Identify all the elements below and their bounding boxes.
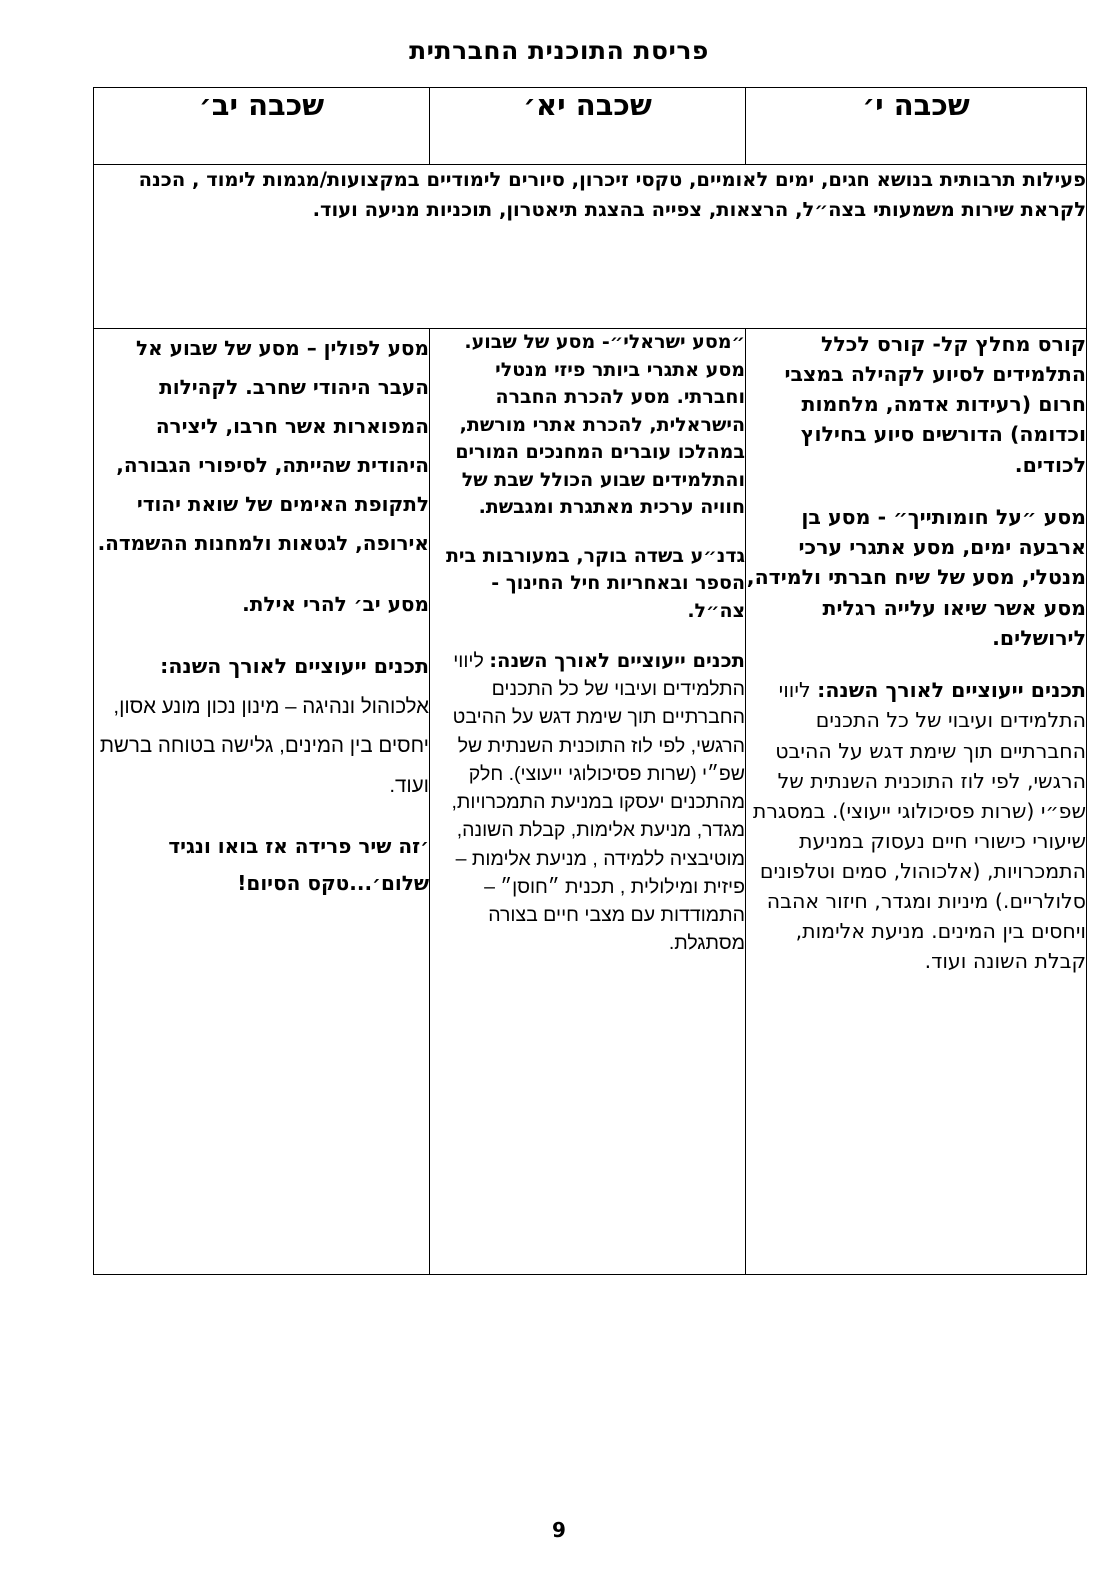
cell-grade10 (746, 329, 1087, 1275)
paragraph-grade12-2: מסע יב׳ להרי אילת. (242, 592, 429, 616)
content-grade11 (430, 329, 745, 958)
social-program-table (93, 87, 1087, 1275)
counseling-heading-grade11: תכנים ייעוציים לאורך השנה: (489, 648, 745, 672)
paragraph-grade11-2: גדנ״ע בשדה בוקר, במעורבות בית הספר ובאחריות חיל החינוך - צה״ל. (445, 544, 745, 622)
page-number: 9 (552, 1518, 566, 1542)
counseling-heading-grade10: תכנים ייעוציים לאורך השנה: (817, 678, 1086, 703)
counseling-heading-grade12: תכנים ייעוציים לאורך השנה: (160, 653, 429, 678)
column-header-grade12: שכבה יב׳ (94, 88, 430, 165)
cultural-activities-text: פעילות תרבותית בנושא חגים, ימים לאומיים, טקסי זיכרון, סיורים לימודיים במקצועות/מגמות לימוד , הכנה לקראת שירות משמעותי בצה״ל, הרצאות, צפייה בהצגת תיאטרון, תוכניות מניעה ועוד. (138, 168, 1086, 221)
paragraph-grade10-2: מסע ״על חומותייך״ - מסע בן ארבעה ימים, מסע אתגרי ערכי מנטלי, מסע של שיח חברתי ולמידה, מסע אשר שיאו עלייה רגלית לירושלים. (746, 505, 1086, 650)
counseling-body-grade12: אלכוהול ונהיגה – מינון נכון מונע אסון, יחסים בין המינים, גלישה בטוחה ברשת ועוד. (99, 694, 429, 798)
column-header-grade11: שכבה יא׳ (430, 88, 746, 165)
table-header-row (94, 88, 1087, 165)
counseling-body-grade11: ליווי התלמידים ועיבוי של כל התכנים החברתיים תוך שימת דגש על ההיבט הרגשי, לפי לוז התוכנית השנתית של שפ״י (שרות פסיכולוגי ייעוצי). חלק מהתכנים יעסקו במניעת התמכרויות, מגדר, מניעת אלימות, קבלת השונה, מוטיבציה ללמידה , מניעת אלימות – פיזית ומילולית , תכנית ״חוסן״ – התמודדות עם מצבי חיים בצורה מסתגלת. (451, 649, 745, 955)
paragraph-grade10-1: קורס מחלץ קל- קורס לכלל התלמידים לסיוע לקהילה במצבי חרום (רעידות אדמה, מלחמות וכדומה) הדורשים סיוע בחילוץ לכודים. (784, 332, 1086, 477)
table-merged-row (94, 165, 1087, 329)
cell-grade11 (430, 329, 746, 1275)
paragraph-grade12-1: מסע לפולין – מסע של שבוע אל העבר היהודי שחרב. לקהילות המפוארות אשר חרבו, ליצירה היהודית שהייתה, לסיפורי הגבורה, לתקופת האימים של שואת יהודי אירופה, לגטאות ולמחנות ההשמדה. (97, 336, 429, 555)
paragraph-grade11-3 (430, 647, 745, 958)
paragraph-grade12-3 (94, 647, 429, 807)
table-body-row (94, 329, 1087, 1275)
paragraph-grade10-3 (746, 675, 1086, 976)
graduation-ceremony-note: ׳זה שיר פרידה אז בואו ונגיד שלום׳...טקס הסיום! (168, 834, 429, 896)
cultural-activities-cell (94, 165, 1087, 329)
page-title: פריסת התוכנית החברתית (409, 36, 709, 65)
content-grade10 (746, 329, 1086, 977)
column-header-grade10: שכבה י׳ (746, 88, 1087, 165)
counseling-body-grade10: ליווי התלמידים ועיבוי של כל התכנים החברתיים תוך שימת דגש על ההיבט הרגשי, לפי לוז התוכנית השנתית של שפ״י (שרות פסיכולוגי ייעוצי). במסגרת שיעורי כישורי חיים נעסוק במניעת התמכרויות, (אלכוהול, סמים וטלפונים סלולריים.) מיניות ומגדר, חיזור אהבה ויחסים בין המינים. מניעת אלימות, קבלת השונה ועוד. (752, 678, 1086, 974)
content-grade12 (94, 329, 429, 902)
cell-grade12 (94, 329, 430, 1275)
paragraph-grade11-1: ״מסע ישראלי״- מסע של שבוע. מסע אתגרי ביותר פיזי מנטלי וחברתי. מסע להכרת החברה הישראלית, להכרת אתרי מורשת, במהלכו עוברים המחנכים המורים והתלמידים שבוע הכולל שבת של חוויה ערכית מאתגרת ומגבשת. (455, 331, 745, 519)
